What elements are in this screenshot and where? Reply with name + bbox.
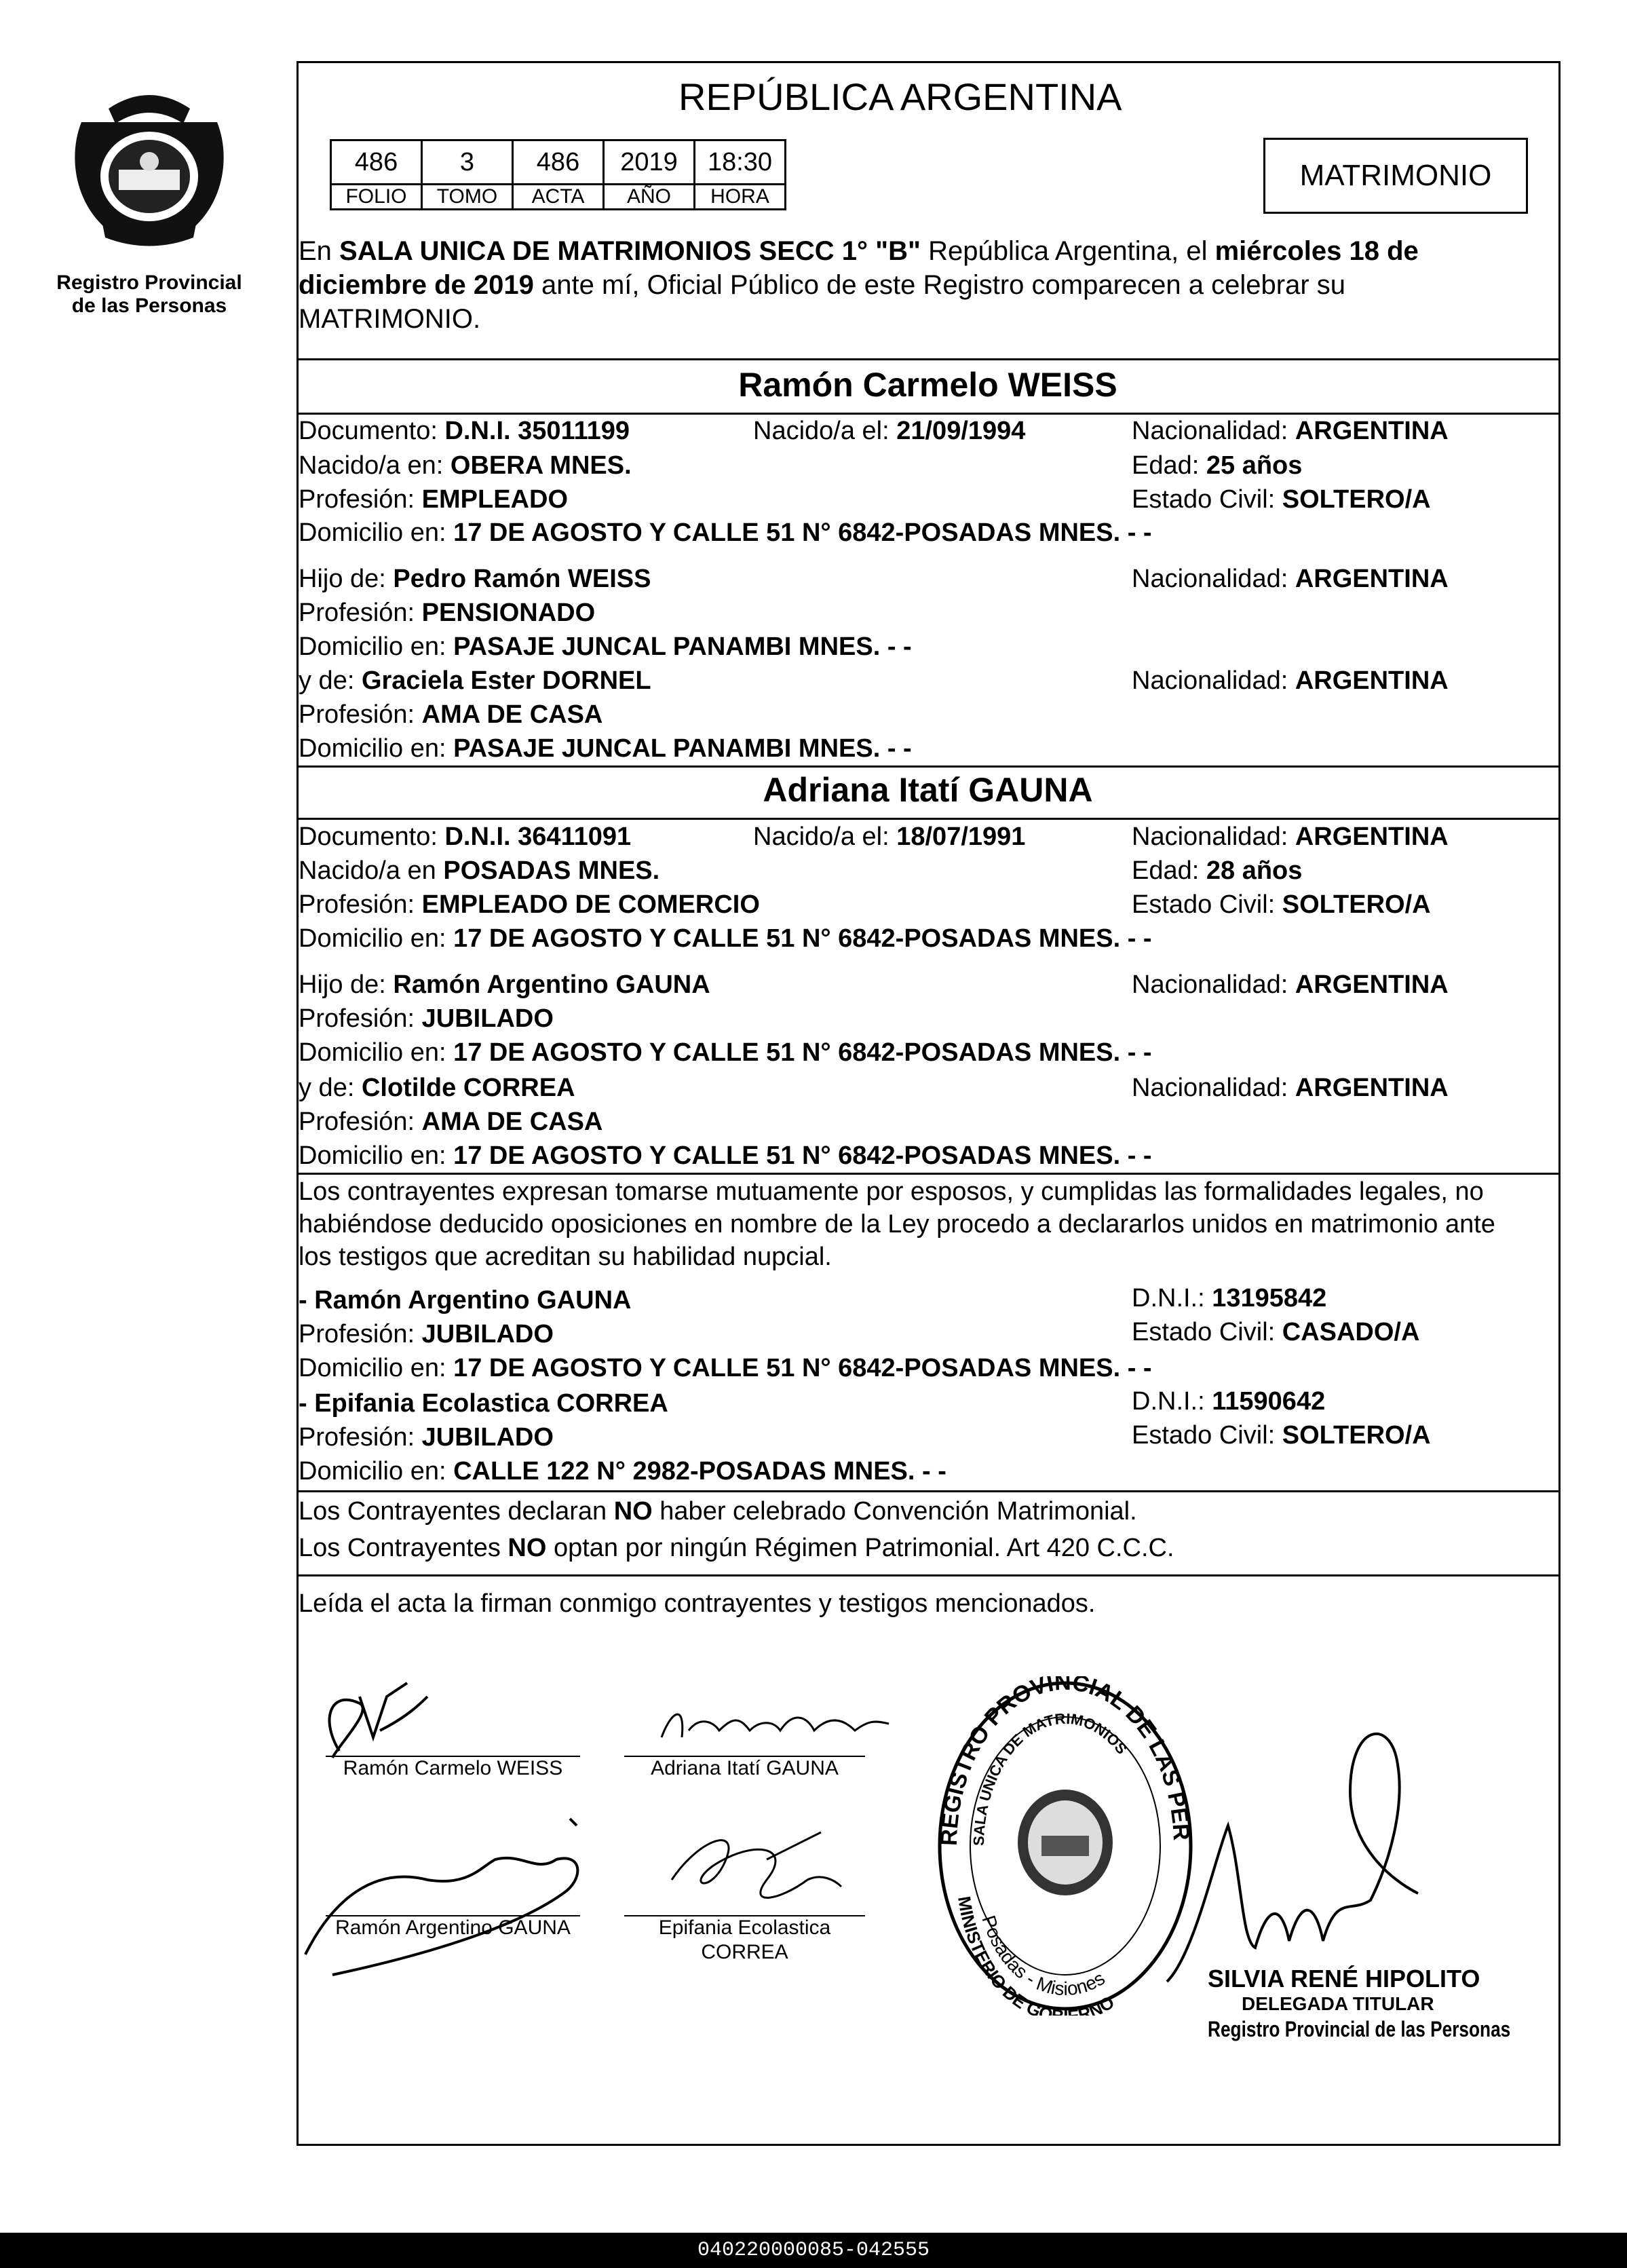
- provincial-logo: [54, 81, 244, 251]
- spouse1-nationality: ARGENTINA: [1295, 417, 1449, 445]
- spouse2-father-profession: JUBILADO: [421, 1004, 554, 1033]
- spouse2-mother-nationality: ARGENTINA: [1295, 1074, 1449, 1102]
- spouse1-birthplace: OBERA MNES.: [450, 451, 632, 480]
- signature-label: Ramón Argentino GAUNA: [335, 1916, 571, 1939]
- witness1-civil-status: CASADO/A: [1282, 1318, 1420, 1346]
- spouse1-mother-nationality: ARGENTINA: [1295, 666, 1449, 695]
- spouse2-name: Adriana Itatí GAUNA: [763, 771, 1093, 809]
- spouse2-birthplace: POSADAS MNES.: [443, 856, 660, 885]
- witness1-name: - Ramón Argentino GAUNA: [299, 1286, 632, 1315]
- spouse2-document: D.N.I. 36411091: [444, 823, 632, 851]
- spouse2-mother-name: Clotilde CORREA: [361, 1074, 575, 1102]
- spouse2-mother-address: 17 DE AGOSTO Y CALLE 51 N° 6842-POSADAS MNES. - -: [453, 1141, 1152, 1170]
- spouse1-address: 17 DE AGOSTO Y CALLE 51 N° 6842-POSADAS MNES. - -: [453, 518, 1152, 547]
- spouse1-age: 25 años: [1206, 451, 1303, 480]
- official-role: DELEGADA TITULAR: [1242, 1993, 1434, 2014]
- signature-label: Adriana Itatí GAUNA: [651, 1757, 839, 1779]
- spouse1-mother-name: Graciela Ester DORNEL: [361, 666, 651, 695]
- folio-label: FOLIO: [331, 185, 422, 210]
- acta-value: 486: [513, 140, 604, 185]
- spouse2-age: 28 años: [1206, 856, 1303, 885]
- convention-line: Los Contrayentes declaran NO haber celebrado Convención Matrimonial.: [299, 1497, 1137, 1526]
- registry-stamp-icon: [930, 1676, 1201, 2016]
- official-name: SILVIA RENÉ HIPOLITO: [1208, 1965, 1480, 1992]
- official-org: Registro Provincial de las Personas: [1208, 2017, 1511, 2041]
- hora-value: 18:30: [695, 140, 786, 185]
- spouse1-civil-status: SOLTERO/A: [1282, 485, 1431, 514]
- spouse2-civil-status: SOLTERO/A: [1282, 890, 1431, 919]
- logo-caption: Registro Provincial: [56, 271, 242, 294]
- spouse1-father-nationality: ARGENTINA: [1295, 565, 1449, 593]
- svg-text:MINISTERIO DE GOBIERNO: MINISTERIO DE GO RNO: [954, 1895, 1118, 2016]
- spouse2-mother-profession: AMA DE CASA: [421, 1108, 603, 1136]
- regime-line: Los Contrayentes NO optan por ningún Régimen Patrimonial. Art 420 C.C.C.: [299, 1534, 1174, 1562]
- tomo-value: 3: [422, 140, 513, 185]
- svg-text:SALA UNICA DE MATRIMONIOS: SALA UNICA DE MATRIMONIOS: [970, 1709, 1131, 1847]
- spouse2-profession: EMPLEADO DE COMERCIO: [421, 890, 760, 919]
- registry-table: [330, 139, 786, 210]
- witness2-dni: 11590642: [1212, 1387, 1326, 1416]
- spouse1-mother-address: PASAJE JUNCAL PANAMBI MNES. - -: [453, 734, 912, 763]
- spouse1-document: D.N.I. 35011199: [444, 417, 630, 445]
- signature-label: Epifania Ecolastica CORREA: [658, 1916, 831, 1963]
- svg-text:REGISTRO PROVINCIAL DE LAS PER: REGISTRO PROVINCIAL DE LAS PER: [936, 1676, 1195, 1847]
- tomo-label: TOMO: [422, 185, 513, 210]
- witness2-name: - Epifania Ecolastica CORREA: [299, 1389, 668, 1418]
- spouse2-father-name: Ramón Argentino GAUNA: [393, 970, 710, 999]
- spouse2-birth-date: 18/07/1991: [896, 823, 1026, 851]
- intro-paragraph: En SALA UNICA DE MATRIMONIOS SECC 1° "B" República Argentina, el miércoles 18 de diciembre de 2019 ante mí, Oficial Público de este Registro comparecen a celebrar su MATRIMONIO.: [299, 236, 1419, 334]
- spouse1-father-name: Pedro Ramón WEISS: [393, 565, 651, 593]
- witness1-profession: JUBILADO: [421, 1320, 554, 1348]
- spouse2-nationality: ARGENTINA: [1295, 823, 1449, 851]
- witness1-dni: 13195842: [1212, 1284, 1327, 1312]
- witness1-address: 17 DE AGOSTO Y CALLE 51 N° 6842-POSADAS MNES. - -: [453, 1354, 1152, 1382]
- spouse2-address: 17 DE AGOSTO Y CALLE 51 N° 6842-POSADAS MNES. - -: [453, 924, 1152, 953]
- folio-value: 486: [331, 140, 422, 185]
- spouse1-profession: EMPLEADO: [421, 485, 569, 514]
- spouse1-birth-date: 21/09/1994: [896, 417, 1026, 445]
- logo-caption: de las Personas: [71, 295, 227, 317]
- spouse1-father-address: PASAJE JUNCAL PANAMBI MNES. - -: [453, 632, 912, 661]
- anio-value: 2019: [604, 140, 695, 185]
- svg-text:Posadas - Misiones: Posadas - Misiones: [978, 1912, 1109, 2000]
- spouse1-mother-profession: AMA DE CASA: [421, 700, 603, 729]
- acta-label: ACTA: [513, 185, 604, 210]
- spouse1-name: Ramón Carmelo WEISS: [738, 366, 1117, 404]
- spouse2-father-nationality: ARGENTINA: [1295, 970, 1449, 999]
- witness2-address: CALLE 122 N° 2982-POSADAS MNES. - -: [453, 1457, 946, 1486]
- official-stamp: [930, 1676, 1201, 2016]
- witness2-profession: JUBILADO: [421, 1423, 554, 1452]
- marriage-date: diciembre de 2019: [299, 270, 534, 300]
- marriage-date: miércoles 18 de: [1214, 236, 1419, 266]
- page-title: REPÚBLICA ARGENTINA: [678, 75, 1122, 118]
- signature-label: Ramón Carmelo WEISS: [343, 1757, 563, 1779]
- hora-label: HORA: [695, 185, 786, 210]
- spouse1-father-profession: PENSIONADO: [421, 599, 596, 627]
- record-type: MATRIMONIO: [1263, 138, 1528, 214]
- misiones-seal-icon: [54, 81, 244, 251]
- spouse2-father-address: 17 DE AGOSTO Y CALLE 51 N° 6842-POSADAS MNES. - -: [453, 1038, 1152, 1067]
- document-code: 040220000085-042555: [0, 2233, 1627, 2268]
- declaration-paragraph: Los contrayentes expresan tomarse mutuamente por esposos, y cumplidas las formalidades legales, no habiéndose deducido oposiciones en nombre de la Ley procedo a declararlos unidos en matrimonio ante los testigos que acreditan su habilidad nupcial.: [299, 1177, 1495, 1271]
- closing-text: Leída el acta la firman conmigo contrayentes y testigos mencionados.: [299, 1589, 1096, 1618]
- anio-label: AÑO: [604, 185, 695, 210]
- office-name: SALA UNICA DE MATRIMONIOS SECC 1° "B": [339, 236, 921, 266]
- witness2-civil-status: SOLTERO/A: [1282, 1421, 1431, 1450]
